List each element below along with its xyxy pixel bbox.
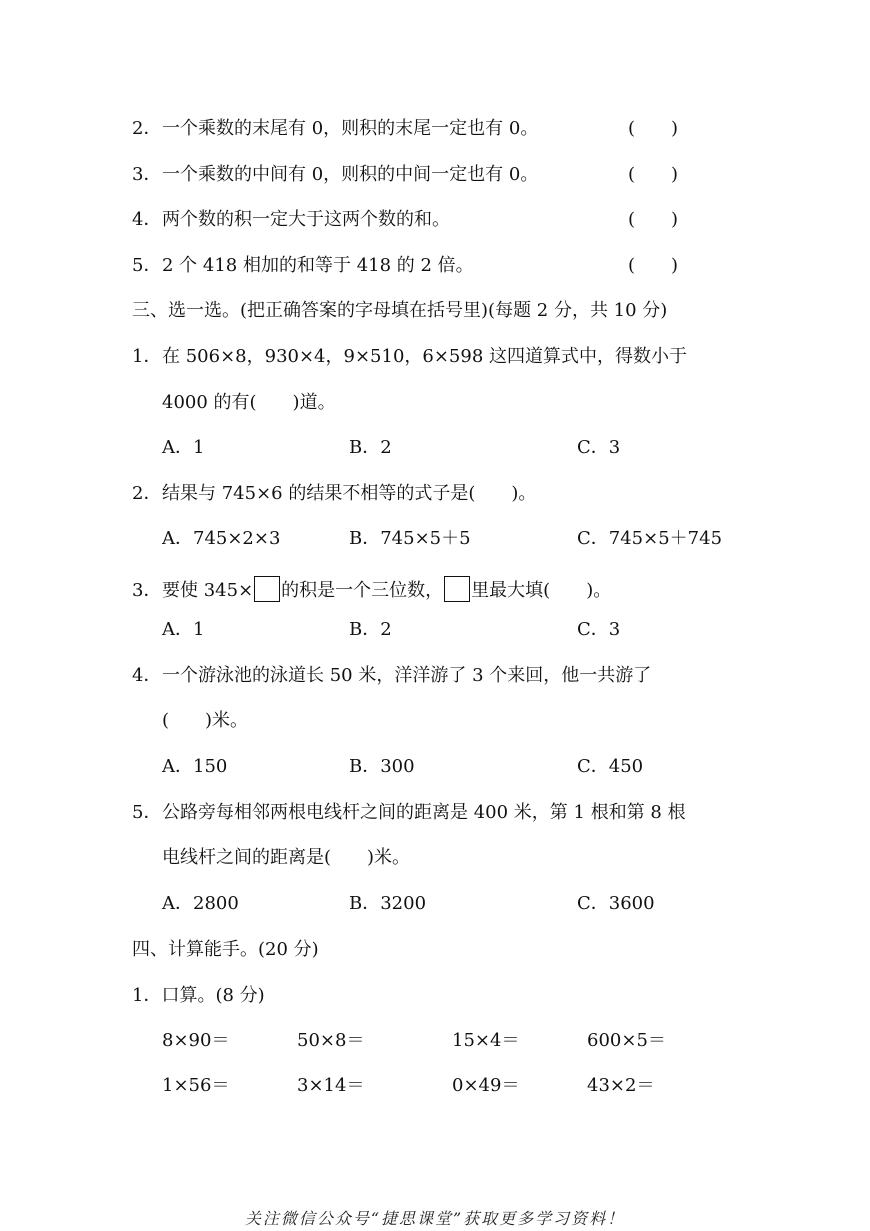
blank-box [444, 576, 470, 602]
question-text: 结果与 745×6 的结果不相等的式子是( )。 [162, 483, 537, 504]
question-number: 4． [132, 209, 162, 230]
question-number: 2． [132, 483, 162, 504]
choice-question-5 [132, 801, 686, 825]
section-title: 四、计算能手。(20 分) [132, 939, 319, 960]
oral-calc-item: 15×4＝ [452, 1030, 520, 1051]
option-b: B．2 [349, 437, 392, 458]
option-a: A．150 [162, 756, 228, 777]
question-number: 1． [132, 346, 162, 367]
question-number: 5． [132, 255, 162, 276]
option-c: C．3 [577, 437, 621, 458]
option-b: B．745×5＋5 [349, 528, 471, 549]
option-c: C．745×5＋745 [577, 528, 723, 549]
question-text: 一个乘数的中间有 0，则积的中间一定也有 0。 [162, 164, 539, 185]
choice-question-1 [132, 345, 687, 369]
option-c: C．450 [577, 756, 644, 777]
question-text: 2 个 418 相加的和等于 418 的 2 倍。 [162, 255, 474, 276]
question-text: 在 506×8，930×4，9×510，6×598 这四道算式中，得数小于 [162, 346, 688, 367]
option-b: B．300 [349, 756, 415, 777]
question-number: 4． [132, 665, 162, 686]
question-number: 2． [132, 118, 162, 139]
oral-calc-item: 1×56＝ [162, 1075, 230, 1096]
answer-paren: ( ) [628, 118, 679, 139]
judge-question-5 [132, 254, 474, 278]
answer-paren: ( ) [628, 164, 679, 185]
option-a: A．2800 [162, 893, 239, 914]
option-b: B．2 [349, 619, 392, 640]
question-text-part1: 要使 345× [162, 580, 254, 601]
question-text: 两个数的积一定大于这两个数的和。 [162, 209, 450, 230]
blank-box [254, 576, 280, 602]
option-c: C．3 [577, 619, 621, 640]
question-text: 一个乘数的末尾有 0，则积的末尾一定也有 0。 [162, 118, 539, 139]
section-title: 三、选一选。(把正确答案的字母填在括号里)(每题 2 分，共 10 分) [132, 300, 668, 321]
question-text: 一个游泳池的泳道长 50 米，洋洋游了 3 个来回，他一共游了 [162, 665, 652, 686]
oral-calc-item: 43×2＝ [587, 1075, 655, 1096]
question-text-continued: 电线杆之间的距离是( )米。 [162, 847, 411, 868]
subsection-title: 1．口算。(8 分) [132, 985, 265, 1006]
judge-question-4 [132, 208, 450, 232]
option-a: A．1 [162, 437, 205, 458]
option-b: B．3200 [349, 893, 427, 914]
oral-calc-item: 3×14＝ [297, 1075, 365, 1096]
choice-question-3 [132, 576, 611, 603]
question-number: 5． [132, 802, 162, 823]
answer-paren: ( ) [628, 209, 679, 230]
oral-calc-item: 0×49＝ [452, 1075, 520, 1096]
choice-question-2 [132, 482, 536, 506]
judge-question-2 [132, 117, 538, 141]
question-text-part3: 里最大填( )。 [471, 580, 612, 601]
option-a: A．745×2×3 [162, 528, 281, 549]
option-c: C．3600 [577, 893, 655, 914]
oral-calc-item: 600×5＝ [587, 1030, 666, 1051]
answer-paren: ( ) [628, 255, 679, 276]
question-number: 3． [132, 580, 162, 601]
judge-question-3 [132, 163, 538, 187]
question-text-part2: 的积是一个三位数， [281, 580, 444, 601]
question-text-continued: ( )米。 [162, 710, 249, 731]
question-number: 3． [132, 164, 162, 185]
question-text-continued: 4000 的有( )道。 [162, 392, 336, 413]
choice-question-4 [132, 664, 651, 688]
oral-calc-item: 8×90＝ [162, 1030, 230, 1051]
oral-calc-item: 50×8＝ [297, 1030, 365, 1051]
footer-note: 关注微信公众号“捷思课堂”获取更多学习资料！ [244, 1209, 626, 1228]
question-text: 公路旁每相邻两根电线杆之间的距离是 400 米，第 1 根和第 8 根 [162, 802, 686, 823]
option-a: A．1 [162, 619, 205, 640]
